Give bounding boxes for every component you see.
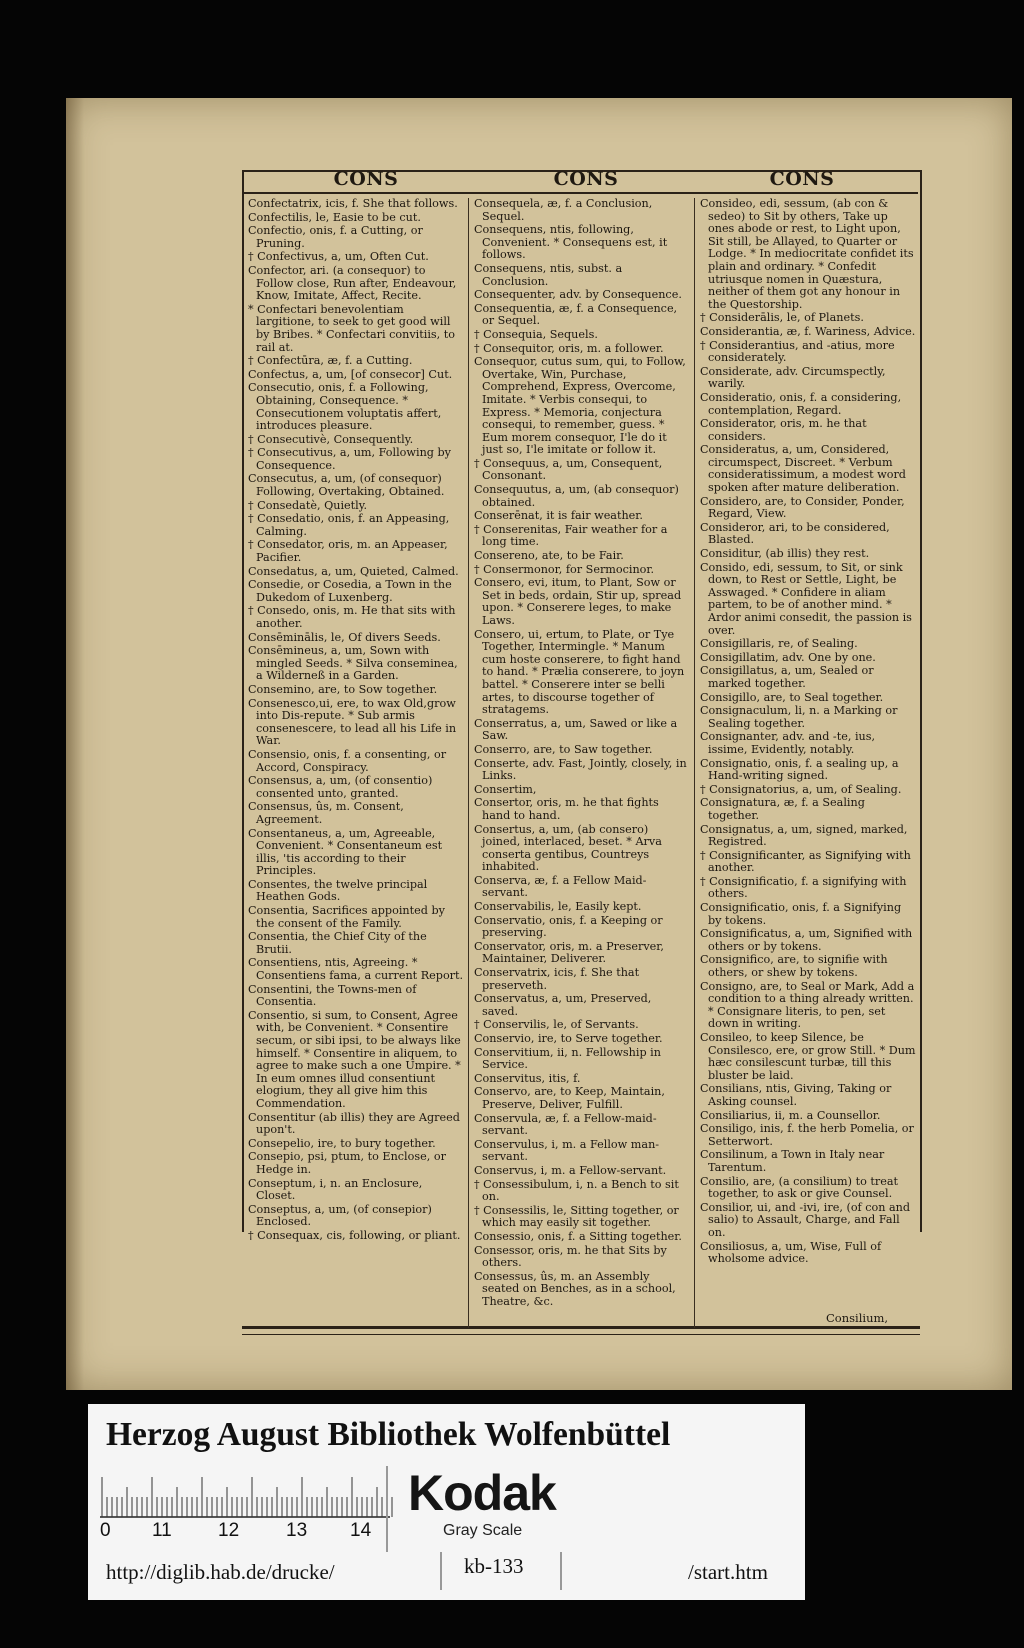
ruler-number: 11 bbox=[152, 1520, 172, 1541]
dictionary-entry: Conservula, æ, f. a Fellow-maid-servant. bbox=[474, 1111, 657, 1138]
dictionary-entry: Consequor, cutus sum, qui, to Follow, Overtake, Win, Purchase, Comprehend, Express, Overcome, Imitate. * Verbis consequi, to Express. * Memoria, conjectura consequi, to remember, guess. * Eum morem consequor, I'le do it just so, I'le imitate or follow it. bbox=[474, 355, 686, 457]
dictionary-entry: † Consequitor, oris, m. a follower. bbox=[474, 341, 664, 355]
dictionary-entry: † Consignificatio, f. a signifying with others. bbox=[700, 874, 907, 901]
ruler-number: 12 bbox=[218, 1520, 240, 1541]
dictionary-entry: Conservatrix, icis, f. She that preserveth. bbox=[474, 966, 640, 992]
dictionary-entry: Considerate, adv. Circumspectly, warily. bbox=[700, 364, 886, 391]
dictionary-entry: Consigillaris, re, of Sealing. bbox=[700, 637, 858, 651]
dictionary-entry: Consero, evi, itum, to Plant, Sow or Set in beds, ordain, Stir up, spread upon. * Conserere leges, to make Laws. bbox=[474, 576, 682, 627]
dictionary-entry: † Consequax, cis, following, or pliant. bbox=[248, 1228, 461, 1242]
bottom-rule-thin bbox=[242, 1334, 920, 1335]
dictionary-entry: Consertor, oris, m. he that fights hand to hand. bbox=[474, 796, 659, 822]
column-divider bbox=[694, 198, 695, 1328]
dictionary-entry: Consilior, ui, and -ivi, ire, (of con and salio) to Assault, Charge, and Fall on. bbox=[700, 1200, 911, 1239]
dictionary-entry: Consereno, ate, to be Fair. bbox=[474, 549, 624, 563]
dictionary-entry: Consigillo, are, to Seal together. bbox=[700, 690, 884, 704]
bottom-rule bbox=[242, 1326, 920, 1329]
dictionary-entry: Conservus, i, m. a Fellow-servant. bbox=[474, 1163, 667, 1177]
dictionary-entry: Confectus, a, um, [of consecor] Cut. bbox=[248, 367, 453, 381]
scale-ruler bbox=[100, 1474, 394, 1518]
dictionary-entry: Consenesco,ui, ere, to wax Old,grow into Dis-repute. * Sub armis consenescere, to lead all his Life in War. bbox=[248, 696, 457, 748]
dictionary-entry: † Consessilis, le, Sitting together, or which may easily sit together. bbox=[474, 1203, 679, 1230]
dictionary-entry: † Consequus, a, um, Consequent, Consonant. bbox=[474, 456, 663, 483]
ruler-number: 0 bbox=[100, 1520, 111, 1541]
dictionary-entry: Consecutio, onis, f. a Following, Obtaining, Consequence. * Consecutionem voluptatis affert, introduces pleasure. bbox=[248, 381, 442, 433]
dictionary-entry: Consignifico, are, to signifie with others, or shew by tokens. bbox=[700, 953, 888, 980]
dictionary-entry: † Conservilis, le, of Servants. bbox=[474, 1018, 639, 1032]
dictionary-entry: Consequens, ntis, following, Convenient. * Consequens est, it follows. bbox=[474, 223, 668, 262]
dictionary-entry: Considerator, oris, m. he that considers. bbox=[700, 417, 867, 443]
dictionary-entry: Consessor, oris, m. he that Sits by others. bbox=[474, 1243, 667, 1270]
dictionary-entry: Conservitus, itis, f. bbox=[474, 1071, 581, 1085]
dictionary-entry: Conservitium, ii, n. Fellowship in Service. bbox=[474, 1045, 661, 1072]
dictionary-entry: Confectio, onis, f. a Cutting, or Pruning. bbox=[248, 224, 423, 250]
dictionary-entry: Consentaneus, a, um, Agreeable, Convenient. * Consentaneum est illis, 'tis according to their Principles. bbox=[248, 826, 443, 878]
dictionary-entry: † Conserenitas, Fair weather for a long time. bbox=[474, 522, 668, 549]
catchword: Consilium, bbox=[826, 1311, 889, 1325]
url-text: http://diglib.hab.de/drucke/ bbox=[106, 1560, 335, 1584]
dictionary-entry: Consiligo, inis, f. the herb Pomelia, or Setterwort. bbox=[700, 1122, 914, 1148]
dictionary-entry: Consertus, a, um, (ab consero) joined, interlaced, beset. * Arva conserta gentibus, Countreys inhabited. bbox=[474, 822, 662, 874]
dictionary-entry: Consignatio, onis, f. a sealing up, a Hand-writing signed. bbox=[700, 756, 899, 783]
dictionary-entry: † Consermonor, for Sermocinor. bbox=[474, 562, 655, 576]
dictionary-entry: Conserēnat, it is fair weather. bbox=[474, 509, 643, 523]
dictionary-entry: Consensus, a, um, (of consentio) consented unto, granted. bbox=[248, 774, 433, 800]
shelf-code: kb-133 bbox=[464, 1554, 524, 1578]
dictionary-entry: * Confectari benevolentiam largitione, to seek to get good will by Bribes. * Confectari convitiis, to rail at. bbox=[248, 302, 455, 354]
dictionary-entry: Consideror, ari, to be considered, Blasted. bbox=[700, 520, 890, 547]
dictionary-entry: Consignanter, adv. and -te, ius, issime, Evidently, notably. bbox=[700, 730, 876, 756]
dictionary-entry: Consedie, or Cosedia, a Town in the Dukedom of Luxenberg. bbox=[248, 578, 452, 604]
library-name: Herzog August Bibliothek Wolfenbüttel bbox=[106, 1416, 671, 1453]
dictionary-entry: Consentia, the Chief City of the Brutii. bbox=[248, 930, 427, 956]
scanned-page bbox=[66, 98, 1012, 1390]
dictionary-entry: Conseptus, a, um, (of consepior) Enclosed. bbox=[248, 1202, 432, 1229]
dictionary-entry: Considitur, (ab illis) they rest. bbox=[700, 547, 870, 561]
dictionary-entry: Consessus, ûs, m. an Assembly seated on Benches, as in a school, Theatre, &c. bbox=[474, 1269, 676, 1308]
dictionary-entry: Consedatus, a, um, Quieted, Calmed. bbox=[248, 564, 459, 578]
dictionary-entry: † Confectivus, a, um, Often Cut. bbox=[248, 250, 429, 264]
dictionary-entry: Consentitur (ab illis) they are Agreed upon't. bbox=[248, 1110, 460, 1137]
dictionary-entry: Consentiens, ntis, Agreeing. * Consentiens fama, a current Report. bbox=[248, 956, 464, 983]
dictionary-entry: Conserte, adv. Fast, Jointly, closely, in Links. bbox=[474, 756, 687, 783]
dictionary-entry: Consignificatus, a, um, Signified with others or by tokens. bbox=[700, 927, 913, 953]
dictionary-entry: Consignaculum, li, n. a Marking or Sealing together. bbox=[700, 704, 898, 730]
dictionary-entry: † Consecutivus, a, um, Following by Consequence. bbox=[248, 446, 451, 472]
dictionary-entry: Consēminālis, le, Of divers Seeds. bbox=[248, 630, 441, 644]
dictionary-entry: Consignatus, a, um, signed, marked, Registred. bbox=[700, 822, 908, 849]
dictionary-entry: Conservabilis, le, Easily kept. bbox=[474, 900, 642, 914]
dictionary-entry: Consentini, the Towns-men of Consentia. bbox=[248, 982, 417, 1009]
dictionary-entry: Consigillatim, adv. One by one. bbox=[700, 650, 876, 664]
headword-left: CONS bbox=[333, 168, 399, 190]
dictionary-entry: Consilio, are, (a consilium) to treat together, to ask or give Counsel. bbox=[700, 1174, 898, 1201]
dictionary-entry: Consensio, onis, f. a consenting, or Accord, Conspiracy. bbox=[248, 747, 447, 774]
dictionary-entry: Conservulus, i, m. a Fellow man-servant. bbox=[474, 1137, 660, 1164]
divider bbox=[560, 1552, 562, 1590]
dictionary-entry: Conserro, are, to Saw together. bbox=[474, 742, 653, 756]
gray-scale-label: Gray Scale bbox=[443, 1522, 523, 1539]
library-label bbox=[88, 1404, 805, 1600]
dictionary-entry: Consideo, edi, sessum, (ab con & sedeo) to Sit by others, Take up ones abode or rest, to Light upon, Sit still, be Allayed, to Quarter or Lodge. * In mediocritate confidet its plain and ordinary. * Confedit utriusque nomen in Quæstura, neither of them got any honour in the Questorship. bbox=[700, 198, 914, 311]
dictionary-entry: Consequentia, æ, f. a Consequence, or Sequel. bbox=[474, 301, 678, 328]
dictionary-entry: † Considerantius, and -atius, more considerately. bbox=[700, 338, 895, 365]
dictionary-entry: † Consessibulum, i, n. a Bench to sit on. bbox=[474, 1177, 679, 1204]
dictionary-entry: Consensus, ûs, m. Consent, Agreement. bbox=[248, 800, 404, 826]
url-suffix: /start.htm bbox=[688, 1560, 768, 1584]
dictionary-entry: † Considerālis, le, of Planets. bbox=[700, 311, 864, 325]
dictionary-entry: Consilinum, a Town in Italy near Tarentum. bbox=[700, 1148, 885, 1174]
dictionary-entry: Consero, ui, ertum, to Plate, or Tye Together, Intermingle. * Manum cum hoste conserere, to fight hand to hand. * Prælia conserere, to joyn battel. * Conserere inter se belli artes, to discourse together of stratagems. bbox=[474, 627, 685, 717]
dictionary-entry: Consignatura, æ, f. a Sealing together. bbox=[700, 796, 865, 822]
dictionary-entry: Confector, ari. (a consequor) to Follow close, Run after, Endeavour, Know, Imitate, Affect, Recite. bbox=[248, 263, 457, 303]
divider bbox=[386, 1466, 388, 1552]
header-rule bbox=[244, 192, 918, 194]
dictionary-entry: † Consedator, oris, m. an Appeaser, Pacifier. bbox=[248, 538, 448, 565]
column-divider bbox=[468, 198, 469, 1328]
dictionary-entry: † Consedatio, onis, f. an Appeasing, Calming. bbox=[248, 512, 450, 538]
dictionary-entry: Consequenter, adv. by Consequence. bbox=[474, 288, 682, 302]
dictionary-column-right bbox=[700, 198, 916, 1326]
dictionary-entry: † Consedatè, Quietly. bbox=[248, 498, 368, 512]
dictionary-entry: Consideratus, a, um, Considered, circumspect, Discreet. * Verbum consideratissimum, a modest word spoken after mature deliberation. bbox=[700, 443, 906, 495]
dictionary-entry: Consessio, onis, f. a Sitting together. bbox=[474, 1229, 682, 1243]
dictionary-entry: Consepio, psi, ptum, to Enclose, or Hedge in. bbox=[248, 1150, 446, 1176]
dictionary-entry: Consentio, si sum, to Consent, Agree with, be Convenient. * Consentire secum, or sibi ipsi, to be always like himself. * Consentire in aliquem, to agree to make such a one Umpire. * In eum omnes illud consentiunt elogium, they all give him this Commendation. bbox=[248, 1008, 461, 1110]
dictionary-entry: Consigno, are, to Seal or Mark, Add a condition to a thing already written. * Consignare literis, to pen, set down in writing. bbox=[700, 979, 915, 1031]
dictionary-entry: Confectilis, le, Easie to be cut. bbox=[248, 210, 421, 224]
dictionary-entry: Consēmineus, a, um, Sown with mingled Seeds. * Silva conseminea, a Wilderneß in a Garden. bbox=[248, 644, 458, 683]
dictionary-entry: Consideratio, onis, f. a considering, contemplation, Regard. bbox=[700, 390, 902, 417]
dictionary-entry: Conserratus, a, um, Sawed or like a Saw. bbox=[474, 716, 678, 743]
dictionary-entry: † Confectūra, æ, f. a Cutting. bbox=[248, 354, 413, 368]
dictionary-entry: † Consecutivè, Consequently. bbox=[248, 432, 414, 446]
dictionary-entry: Consido, edi, sessum, to Sit, or sink down, to Rest or Settle, Light, be Asswaged. * Confidere in aliam partem, to be of another mind. * Ardor animi consedit, the passion is over. bbox=[700, 560, 912, 637]
ruler-number: 13 bbox=[286, 1520, 308, 1541]
headword-right: CONS bbox=[769, 168, 835, 190]
dictionary-entry: Confectatrix, icis, f. She that follows. bbox=[248, 198, 458, 210]
dictionary-entry: Consilians, ntis, Giving, Taking or Asking counsel. bbox=[700, 1082, 892, 1108]
dictionary-entry: Conservo, are, to Keep, Maintain, Preserve, Deliver, Fulfill. bbox=[474, 1085, 665, 1111]
dictionary-entry: Consequela, æ, f. a Conclusion, Sequel. bbox=[474, 198, 653, 223]
dictionary-entry: † Consequia, Sequels. bbox=[474, 327, 598, 341]
dictionary-entry: Consiliosus, a, um, Wise, Full of wholsome advice. bbox=[700, 1239, 882, 1266]
dictionary-entry: Consequutus, a, um, (ab consequor) obtained. bbox=[474, 483, 679, 509]
dictionary-entry: † Consedo, onis, m. He that sits with another. bbox=[248, 604, 456, 630]
dictionary-entry: Consileo, to keep Silence, be Consilesco, ere, or grow Still. * Dum hæc consilescunt turbæ, till this bluster be laid. bbox=[700, 1031, 916, 1082]
dictionary-entry: Consigillatus, a, um, Sealed or marked together. bbox=[700, 664, 874, 690]
dictionary-entry: Consignificatio, onis, f. a Signifying by tokens. bbox=[700, 901, 902, 927]
dictionary-entry: Conservatus, a, um, Preserved, saved. bbox=[474, 992, 652, 1018]
dictionary-entry: Considerantia, æ, f. Wariness, Advice. bbox=[700, 324, 916, 338]
dictionary-entry: Conserva, æ, f. a Fellow Maid-servant. bbox=[474, 873, 647, 900]
ruler-number: 14 bbox=[350, 1520, 372, 1541]
dictionary-entry: Conseptum, i, n. an Enclosure, Closet. bbox=[248, 1176, 423, 1203]
dictionary-entry: Consentes, the twelve principal Heathen Gods. bbox=[248, 877, 428, 904]
dictionary-entry: Conservatio, onis, f. a Keeping or preserving. bbox=[474, 913, 663, 940]
dictionary-column-left bbox=[248, 198, 464, 1326]
ruler-numbers bbox=[100, 1520, 400, 1544]
dictionary-entry: Consertim, bbox=[474, 782, 537, 796]
dictionary-entry: † Consignatorius, a, um, of Sealing. bbox=[700, 782, 902, 796]
dictionary-column-center bbox=[474, 198, 690, 1326]
dictionary-entry: Consentia, Sacrifices appointed by the consent of the Family. bbox=[248, 904, 445, 930]
dictionary-entry: † Consignificanter, as Signifying with another. bbox=[700, 848, 911, 875]
headword-center: CONS bbox=[553, 168, 619, 190]
dictionary-entry: Consiliarius, ii, m. a Counsellor. bbox=[700, 1108, 881, 1122]
dictionary-entry: Consemino, are, to Sow together. bbox=[248, 682, 438, 696]
kodak-logo: Kodak bbox=[408, 1465, 556, 1521]
dictionary-entry: Consecutus, a, um, (of consequor) Following, Overtaking, Obtained. bbox=[248, 472, 445, 499]
dictionary-entry: Conservator, oris, m. a Preserver, Maintainer, Deliverer. bbox=[474, 939, 664, 966]
dictionary-entry: Consepelio, ire, to bury together. bbox=[248, 1136, 436, 1150]
dictionary-entry: Considero, are, to Consider, Ponder, Regard, View. bbox=[700, 494, 905, 521]
divider bbox=[440, 1552, 442, 1590]
dictionary-entry: Conservio, ire, to Serve together. bbox=[474, 1032, 663, 1045]
dictionary-entry: Consequens, ntis, subst. a Conclusion. bbox=[474, 261, 623, 288]
